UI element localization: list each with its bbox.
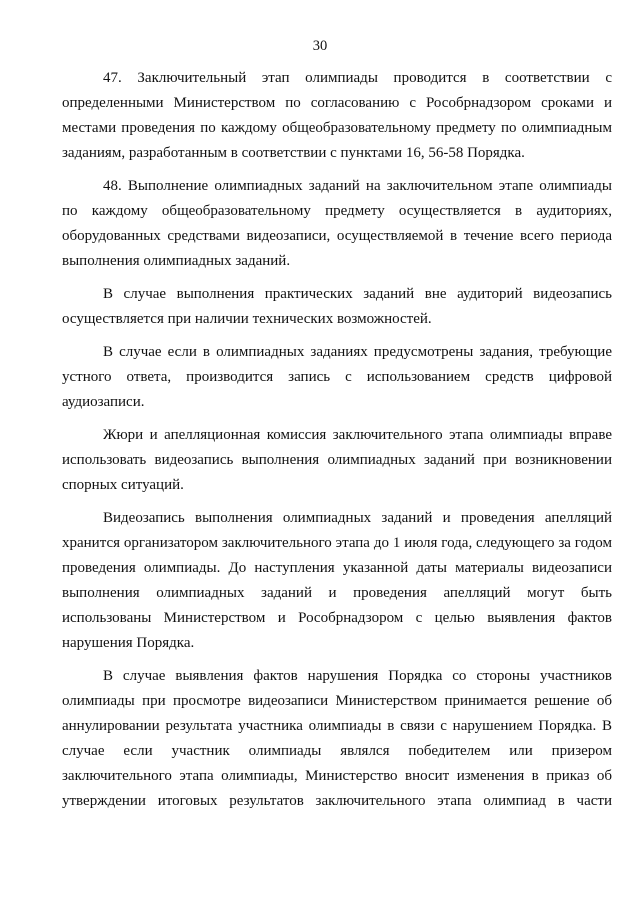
paragraph-practical-tasks: В случае выполнения практических заданий вне аудиторий видеозапись осуществляется при наличии технических возможностей.	[62, 286, 612, 327]
paragraph-jury-appeals: Жюри и апелляционная комиссия заключительного этапа олимпиады вправе использовать видеозапись выполнения олимпиадных заданий при возникновении спорных ситуаций.	[62, 427, 612, 493]
paragraph-violations: В случае выявления фактов нарушения Порядка со стороны участников олимпиады при просмотре видеозаписи Министерством принимается решение об аннулировании результата участника олимпиады в связи с нарушением Порядка. В случае если участник олимпиады являлся победителем или призером заключительного этапа олимпиады, Министерство вносит изменения в приказ об утверждении итоговых результатов заключительного этапа олимпиад в части	[62, 668, 612, 809]
page-number: 30	[312, 38, 328, 54]
paragraph-48: 48. Выполнение олимпиадных заданий на заключительном этапе олимпиады по каждому общеобразовательному предмету осуществляется в аудиториях, оборудованных средствами видеозаписи, осуществляемой в течение всего периода выполнения олимпиадных заданий.	[62, 178, 612, 269]
paragraph-video-storage: Видеозапись выполнения олимпиадных заданий и проведения апелляций хранится организатором заключительного этапа до 1 июля года, следующего за годом проведения олимпиады. До наступления указанной даты материалы видеозаписи выполнения олимпиадных заданий и проведения апелляций могут быть использованы Министерством и Рособрнадзором с целью выявления фактов нарушения Порядка.	[62, 510, 612, 651]
document-body	[62, 66, 612, 822]
paragraph-47: 47. Заключительный этап олимпиады проводится в соответствии с определенными Министерством по согласованию с Рособрнадзором сроками и местами проведения по каждому общеобразовательному предмету по олимпиадным заданиям, разработанным в соответствии с пунктами 16, 56-58 Порядка.	[62, 70, 612, 161]
paragraph-oral-answers: В случае если в олимпиадных заданиях предусмотрены задания, требующие устного ответа, производится запись с использованием средств цифровой аудиозаписи.	[62, 344, 612, 410]
